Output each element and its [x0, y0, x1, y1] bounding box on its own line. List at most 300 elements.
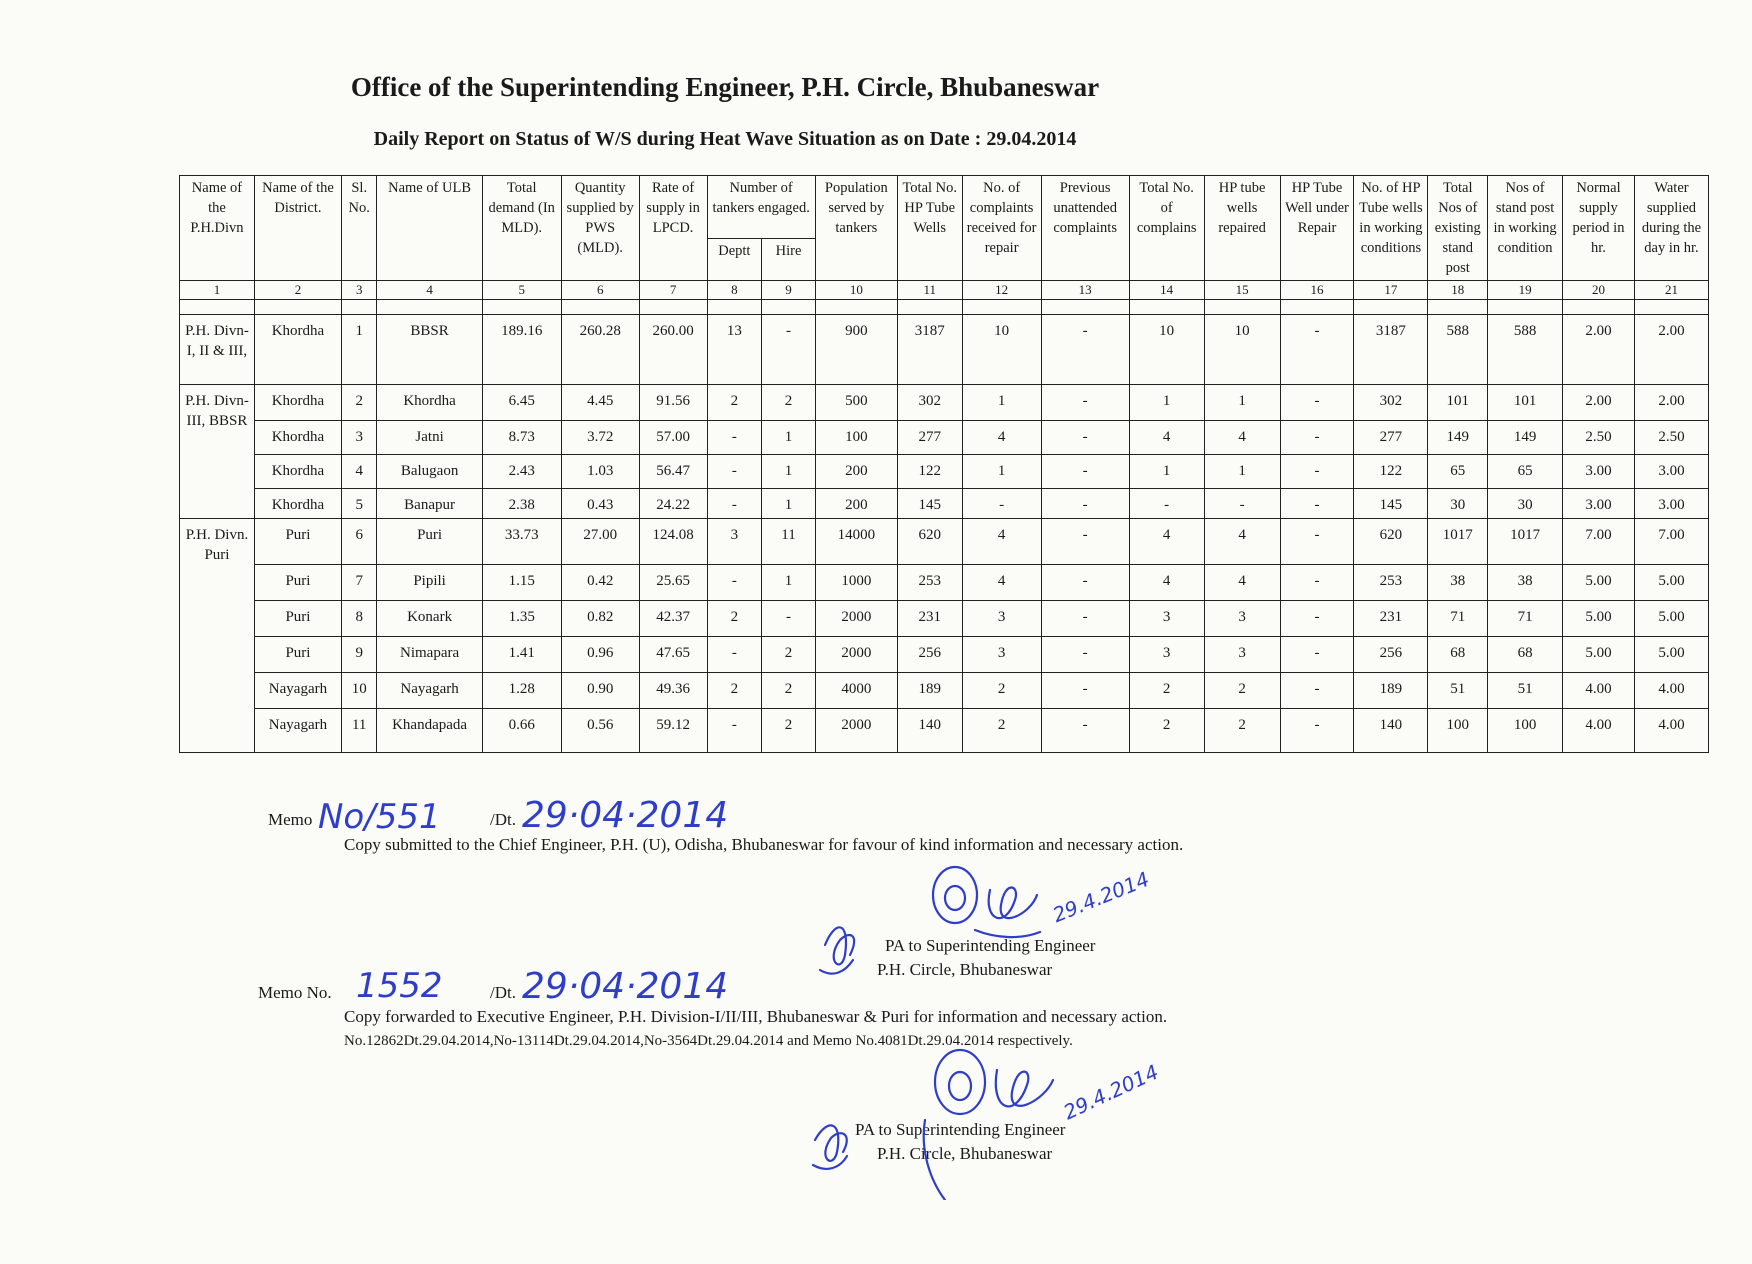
table-cell: - [1280, 601, 1354, 637]
table-cell: 30 [1488, 489, 1563, 519]
table-cell: 4 [962, 519, 1041, 565]
table-cell: 3.72 [561, 421, 639, 455]
table-cell: 1 [762, 565, 816, 601]
table-cell: 2 [962, 673, 1041, 709]
table-cell: 1.15 [482, 565, 561, 601]
col-header-under-repair: HP Tube Well under Repair [1280, 176, 1354, 281]
table-cell: 4.00 [1634, 673, 1708, 709]
table-cell: 4.00 [1634, 709, 1708, 753]
table-cell: 11 [762, 519, 816, 565]
table-cell: - [1041, 637, 1129, 673]
table-cell: 302 [897, 385, 962, 421]
table-cell: 260.00 [639, 315, 707, 385]
table-cell: - [1280, 565, 1354, 601]
table-cell: - [1280, 421, 1354, 455]
table-cell: 260.28 [561, 315, 639, 385]
table-cell: 500 [815, 385, 897, 421]
col-header-hire: Hire [762, 238, 816, 280]
table-cell: 57.00 [639, 421, 707, 455]
table-cell: 2.00 [1563, 385, 1635, 421]
col-header-complaints-received: No. of complaints received for repair [962, 176, 1041, 281]
column-number: 20 [1563, 281, 1635, 300]
table-cell: 1 [762, 489, 816, 519]
table-cell: 5 [342, 489, 377, 519]
col-header-ulb: Name of ULB [377, 176, 482, 281]
column-number: 1 [180, 281, 255, 300]
table-cell: - [1041, 489, 1129, 519]
table-cell: Khordha [254, 421, 341, 455]
table-cell: 25.65 [639, 565, 707, 601]
table-cell: 145 [1354, 489, 1428, 519]
table-cell: 231 [897, 601, 962, 637]
table-cell: 4 [1204, 421, 1280, 455]
col-header-quantity-supplied: Quantity supplied by PWS (MLD). [561, 176, 639, 281]
table-cell: 1017 [1428, 519, 1488, 565]
table-cell: - [707, 709, 762, 753]
column-number: 13 [1041, 281, 1129, 300]
table-cell: 588 [1488, 315, 1563, 385]
table-cell: 200 [815, 455, 897, 489]
table-cell: 33.73 [482, 519, 561, 565]
table-cell: 5.00 [1634, 637, 1708, 673]
table-row [180, 519, 1709, 565]
column-number: 15 [1204, 281, 1280, 300]
table-cell: 100 [815, 421, 897, 455]
table-cell: 7.00 [1563, 519, 1635, 565]
table-cell: - [1280, 315, 1354, 385]
table-cell: - [1280, 709, 1354, 753]
table-cell: - [1280, 455, 1354, 489]
table-cell: 71 [1428, 601, 1488, 637]
table-cell: 47.65 [639, 637, 707, 673]
table-cell: 68 [1488, 637, 1563, 673]
table-cell: 27.00 [561, 519, 639, 565]
table-cell: 3187 [1354, 315, 1428, 385]
memo2-label: Memo No. [258, 983, 332, 1002]
table-cell: 1000 [815, 565, 897, 601]
memo2-sign-line1: PA to Superintending Engineer [855, 1120, 1066, 1139]
column-number: 4 [377, 281, 482, 300]
table-row [180, 637, 1709, 673]
table-cell: 6 [342, 519, 377, 565]
table-cell: 7 [342, 565, 377, 601]
col-header-total-demand: Total demand (In MLD). [482, 176, 561, 281]
table-cell: 0.96 [561, 637, 639, 673]
table-cell: 2 [707, 673, 762, 709]
table-row [180, 709, 1709, 753]
memo1-signature [805, 860, 1065, 980]
table-cell: 0.42 [561, 565, 639, 601]
table-cell: 9 [342, 637, 377, 673]
table-cell: 1 [762, 421, 816, 455]
table-cell: - [707, 421, 762, 455]
table-cell: 13 [707, 315, 762, 385]
column-number: 14 [1129, 281, 1204, 300]
table-cell: - [1041, 565, 1129, 601]
table-cell: 3 [1129, 601, 1204, 637]
col-header-water-supplied: Water supplied during the day in hr. [1634, 176, 1708, 281]
table-cell: 256 [1354, 637, 1428, 673]
table-cell: 11 [342, 709, 377, 753]
table-cell: 51 [1428, 673, 1488, 709]
column-number-row [180, 281, 1709, 300]
col-header-previous-unattended: Previous unattended complaints [1041, 176, 1129, 281]
col-header-working-stand-posts: Nos of stand post in working condition [1488, 176, 1563, 281]
column-number: 17 [1354, 281, 1428, 300]
table-cell: 100 [1488, 709, 1563, 753]
memo2-sign-date: 29.4.2014 [1059, 1059, 1163, 1125]
table-cell: Nimapara [377, 637, 482, 673]
table-cell: 149 [1428, 421, 1488, 455]
memo2-number: 1552 [356, 966, 443, 1006]
table-cell: 14000 [815, 519, 897, 565]
table-cell: Khordha [254, 489, 341, 519]
table-cell: Puri [254, 601, 341, 637]
table-cell: 4000 [815, 673, 897, 709]
table-cell: 42.37 [639, 601, 707, 637]
table-cell: 38 [1488, 565, 1563, 601]
memo1-sign-date: 29.4.2014 [1049, 866, 1153, 928]
table-cell: 2 [1129, 709, 1204, 753]
table-cell: 2 [707, 601, 762, 637]
table-cell: - [1041, 421, 1129, 455]
table-row [180, 489, 1709, 519]
table-cell: 0.43 [561, 489, 639, 519]
table-cell: 56.47 [639, 455, 707, 489]
column-number: 18 [1428, 281, 1488, 300]
table-cell: - [707, 637, 762, 673]
table-cell: 2 [1204, 709, 1280, 753]
table-cell: - [1041, 673, 1129, 709]
table-cell: 4 [1204, 519, 1280, 565]
table-row [180, 421, 1709, 455]
memo1-sign-line2: P.H. Circle, Bhubaneswar [877, 960, 1053, 979]
table-cell: - [707, 565, 762, 601]
table-cell: 1.03 [561, 455, 639, 489]
table-cell: 3 [1204, 601, 1280, 637]
table-cell: 2000 [815, 637, 897, 673]
table-cell: Puri [254, 519, 341, 565]
table-cell: Khordha [254, 385, 341, 421]
table-cell: 10 [962, 315, 1041, 385]
memo1-sign-line1: PA to Superintending Engineer [885, 936, 1096, 955]
table-cell: 2 [1204, 673, 1280, 709]
table-cell: 5.00 [1634, 565, 1708, 601]
column-number: 2 [254, 281, 341, 300]
col-header-stand-posts: Total Nos of existing stand post [1428, 176, 1488, 281]
table-cell: - [1041, 601, 1129, 637]
table-cell: Banapur [377, 489, 482, 519]
table-cell: 2000 [815, 601, 897, 637]
table-cell: 1 [1129, 385, 1204, 421]
table-cell: - [1041, 709, 1129, 753]
table-cell: 277 [1354, 421, 1428, 455]
table-cell: - [1204, 489, 1280, 519]
memo1-date: 29·04·2014 [522, 795, 729, 836]
table-cell: Puri [254, 637, 341, 673]
table-cell: BBSR [377, 315, 482, 385]
table-cell: Balugaon [377, 455, 482, 489]
column-number: 9 [762, 281, 816, 300]
table-cell: Nayagarh [377, 673, 482, 709]
memo2-ref: No.12862Dt.29.04.2014,No-13114Dt.29.04.2014,No-3564Dt.29.04.2014 and Memo No.4081Dt.29.04.2014 respectively. [344, 1033, 1073, 1049]
table-row [180, 673, 1709, 709]
table-cell: - [1041, 385, 1129, 421]
table-cell: 4 [1129, 421, 1204, 455]
table-cell: 145 [897, 489, 962, 519]
table-cell: 4 [1129, 565, 1204, 601]
memo2-signature [805, 1040, 1065, 1200]
table-cell: 1017 [1488, 519, 1563, 565]
table-cell: - [1129, 489, 1204, 519]
column-number: 12 [962, 281, 1041, 300]
table-cell: 1.35 [482, 601, 561, 637]
table-cell: 1 [962, 455, 1041, 489]
table-cell: 51 [1488, 673, 1563, 709]
table-cell: - [1041, 315, 1129, 385]
table-cell: 253 [1354, 565, 1428, 601]
table-cell: - [1280, 673, 1354, 709]
table-cell: - [1280, 489, 1354, 519]
table-cell: 140 [897, 709, 962, 753]
table-cell: 302 [1354, 385, 1428, 421]
col-header-total-complains: Total No. of complains [1129, 176, 1204, 281]
table-cell: 4 [342, 455, 377, 489]
col-header-normal-supply: Normal supply period in hr. [1563, 176, 1635, 281]
column-number: 3 [342, 281, 377, 300]
table-cell: 189.16 [482, 315, 561, 385]
table-cell: 65 [1428, 455, 1488, 489]
memo1-dt-label: /Dt. [490, 810, 516, 829]
table-cell: 3.00 [1563, 455, 1635, 489]
table-cell: 3187 [897, 315, 962, 385]
table-cell: 3.00 [1634, 489, 1708, 519]
col-header-hp-tube-wells: Total No. HP Tube Wells [897, 176, 962, 281]
table-cell: 189 [897, 673, 962, 709]
table-cell: 3 [962, 637, 1041, 673]
table-cell: 2.43 [482, 455, 561, 489]
table-cell: 0.90 [561, 673, 639, 709]
division-cell: P.H. Divn-III, BBSR [180, 385, 255, 519]
table-cell: 2 [762, 709, 816, 753]
column-number: 5 [482, 281, 561, 300]
table-cell: 4 [1129, 519, 1204, 565]
column-number: 19 [1488, 281, 1563, 300]
table-cell: - [962, 489, 1041, 519]
table-cell: Jatni [377, 421, 482, 455]
table-cell: 1 [762, 455, 816, 489]
table-cell: 2.00 [1563, 315, 1635, 385]
table-cell: 200 [815, 489, 897, 519]
table-cell: 59.12 [639, 709, 707, 753]
memo2-sign-line2: P.H. Circle, Bhubaneswar [877, 1144, 1053, 1163]
table-cell: 253 [897, 565, 962, 601]
table-cell: 3.00 [1634, 455, 1708, 489]
table-cell: 2 [342, 385, 377, 421]
memo1-number: No/551 [318, 797, 441, 837]
table-cell: 1 [1204, 455, 1280, 489]
table-cell: 0.66 [482, 709, 561, 753]
table-cell: 189 [1354, 673, 1428, 709]
table-cell: 65 [1488, 455, 1563, 489]
table-cell: 3 [1204, 637, 1280, 673]
table-cell: 2000 [815, 709, 897, 753]
table-cell: 2 [762, 637, 816, 673]
table-cell: 1 [1204, 385, 1280, 421]
column-number: 8 [707, 281, 762, 300]
col-header-district: Name of the District. [254, 176, 341, 281]
table-cell: 38 [1428, 565, 1488, 601]
table-cell: 5.00 [1563, 637, 1635, 673]
table-cell: 4.45 [561, 385, 639, 421]
table-row [180, 565, 1709, 601]
table-cell: 900 [815, 315, 897, 385]
table-cell: 124.08 [639, 519, 707, 565]
table-cell: 1.41 [482, 637, 561, 673]
column-number: 11 [897, 281, 962, 300]
table-cell: 4 [962, 565, 1041, 601]
table-cell: - [1280, 519, 1354, 565]
table-cell: 0.82 [561, 601, 639, 637]
table-cell: 8 [342, 601, 377, 637]
table-cell: Nayagarh [254, 673, 341, 709]
table-cell: 100 [1428, 709, 1488, 753]
table-cell: 3 [342, 421, 377, 455]
table-cell: - [1041, 519, 1129, 565]
col-header-population: Population served by tankers [815, 176, 897, 281]
table-cell: 3 [1129, 637, 1204, 673]
column-number: 7 [639, 281, 707, 300]
table-cell: Puri [254, 565, 341, 601]
table-cell: 10 [1204, 315, 1280, 385]
table-cell: 620 [897, 519, 962, 565]
table-cell: 0.56 [561, 709, 639, 753]
table-cell: Puri [377, 519, 482, 565]
memo2-date: 29·04·2014 [522, 966, 729, 1007]
table-cell: 91.56 [639, 385, 707, 421]
table-cell: 149 [1488, 421, 1563, 455]
table-cell: 2 [762, 385, 816, 421]
table-cell: 1 [962, 385, 1041, 421]
table-cell: 2.50 [1563, 421, 1635, 455]
col-header-tankers: Number of tankers engaged. [707, 176, 815, 239]
col-header-deptt: Deptt [707, 238, 762, 280]
table-cell: 2.38 [482, 489, 561, 519]
col-header-repaired: HP tube wells repaired [1204, 176, 1280, 281]
table-cell: - [762, 601, 816, 637]
table-cell: 4.00 [1563, 709, 1635, 753]
division-cell: P.H. Divn. Puri [180, 519, 255, 753]
table-cell: Khandapada [377, 709, 482, 753]
col-header-slno: Sl. No. [342, 176, 377, 281]
table-cell: 140 [1354, 709, 1428, 753]
table-cell: 231 [1354, 601, 1428, 637]
table-cell: 3 [962, 601, 1041, 637]
table-cell: 71 [1488, 601, 1563, 637]
table-cell: Khordha [377, 385, 482, 421]
column-number: 21 [1634, 281, 1708, 300]
table-cell: Nayagarh [254, 709, 341, 753]
table-cell: 2 [762, 673, 816, 709]
table-row [180, 455, 1709, 489]
table-cell: 2 [1129, 673, 1204, 709]
col-header-working-wells: No. of HP Tube wells in working conditions [1354, 176, 1428, 281]
table-cell: - [707, 455, 762, 489]
table-cell: 1 [342, 315, 377, 385]
table-cell: 30 [1428, 489, 1488, 519]
memo2-text: Copy forwarded to Executive Engineer, P.H. Division-I/II/III, Bhubaneswar & Puri for information and necessary action. [344, 1007, 1168, 1026]
col-header-divn: Name of the P.H.Divn [180, 176, 255, 281]
table-cell: - [762, 315, 816, 385]
status-table [179, 175, 1709, 753]
table-cell: 5.00 [1634, 601, 1708, 637]
table-cell: 6.45 [482, 385, 561, 421]
table-cell: 277 [897, 421, 962, 455]
table-cell: 2.50 [1634, 421, 1708, 455]
table-cell: 620 [1354, 519, 1428, 565]
table-cell: 1.28 [482, 673, 561, 709]
table-cell: 1 [1129, 455, 1204, 489]
column-number: 6 [561, 281, 639, 300]
table-row [180, 601, 1709, 637]
table-cell: Khordha [254, 315, 341, 385]
report-title: Office of the Superintending Engineer, P.H. Circle, Bhubaneswar [350, 72, 1100, 102]
report-subtitle: Daily Report on Status of W/S during Heat Wave Situation as on Date : 29.04.2014 [373, 128, 1077, 150]
table-cell: 122 [1354, 455, 1428, 489]
table-cell: 2 [962, 709, 1041, 753]
table-cell: Konark [377, 601, 482, 637]
col-header-rate-of-supply: Rate of supply in LPCD. [639, 176, 707, 281]
table-cell: 68 [1428, 637, 1488, 673]
table-cell: - [1280, 385, 1354, 421]
memo1-label: Memo [268, 810, 313, 829]
table-cell: Pipili [377, 565, 482, 601]
table-cell: 3 [707, 519, 762, 565]
table-cell: 10 [1129, 315, 1204, 385]
table-cell: 2 [707, 385, 762, 421]
table-cell: 256 [897, 637, 962, 673]
blank-row [180, 300, 1709, 315]
table-cell: 4.00 [1563, 673, 1635, 709]
table-cell: 5.00 [1563, 601, 1635, 637]
table-cell: 4 [962, 421, 1041, 455]
table-cell: - [707, 489, 762, 519]
table-cell: 5.00 [1563, 565, 1635, 601]
table-cell: - [1280, 637, 1354, 673]
table-cell: 3.00 [1563, 489, 1635, 519]
table-cell: 49.36 [639, 673, 707, 709]
table-cell: 2.00 [1634, 385, 1708, 421]
table-cell: 122 [897, 455, 962, 489]
column-number: 10 [815, 281, 897, 300]
table-cell: 2.00 [1634, 315, 1708, 385]
division-cell: P.H. Divn-I, II & III, [180, 315, 255, 385]
table-cell: 101 [1428, 385, 1488, 421]
table-cell: 8.73 [482, 421, 561, 455]
memo2-dt-label: /Dt. [490, 983, 516, 1002]
table-cell: 10 [342, 673, 377, 709]
memo1-text: Copy submitted to the Chief Engineer, P.H. (U), Odisha, Bhubaneswar for favour of kind information and necessary action. [344, 835, 1184, 854]
table-row [180, 385, 1709, 421]
table-row [180, 315, 1709, 385]
table-cell: 101 [1488, 385, 1563, 421]
column-number: 16 [1280, 281, 1354, 300]
table-cell: 7.00 [1634, 519, 1708, 565]
table-cell: 588 [1428, 315, 1488, 385]
table-cell: Khordha [254, 455, 341, 489]
table-cell: 24.22 [639, 489, 707, 519]
table-cell: 4 [1204, 565, 1280, 601]
